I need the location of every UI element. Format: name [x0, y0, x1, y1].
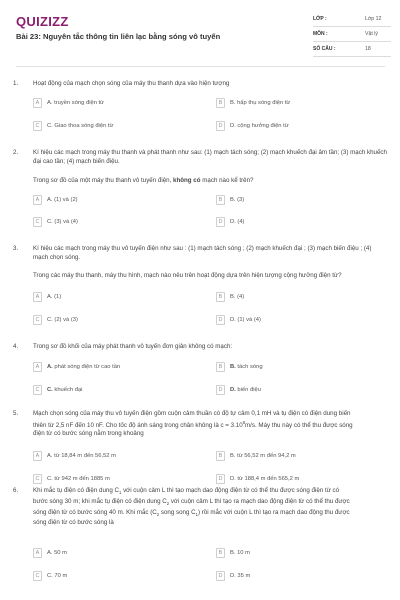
option-a[interactable]: [33, 451, 208, 463]
option-text: D. từ 188,4 m đến 565,2 m: [230, 475, 300, 482]
option-text: A. (1): [47, 293, 62, 300]
meta-key: LỚP :: [313, 16, 327, 22]
question-number: 1.: [13, 80, 19, 87]
option-c[interactable]: [33, 571, 208, 583]
option-text: B. (4): [230, 293, 245, 300]
option-letter-box: B: [216, 548, 225, 558]
option-text: B. 10 m: [230, 549, 250, 556]
option-text: D. (1) và (4): [230, 316, 261, 323]
meta-value: 18: [365, 46, 371, 52]
question-number: 3.: [13, 245, 19, 252]
option-d[interactable]: [216, 121, 391, 133]
meta-row-count: [313, 44, 391, 57]
option-a[interactable]: [33, 362, 208, 374]
option-letter-box: C: [33, 571, 42, 581]
option-text: B. (3): [230, 196, 245, 203]
option-letter-box: C: [33, 217, 42, 227]
option-letter-box: D: [216, 474, 225, 484]
option-letter-box: A: [33, 292, 42, 302]
question-number: 4.: [13, 343, 19, 350]
option-text: C. từ 942 m đến 1885 m: [47, 475, 110, 482]
option-text: C. Giao thoa sóng điện từ: [47, 122, 114, 129]
option-letter-box: D: [216, 315, 225, 325]
option-letter-box: D: [216, 385, 225, 395]
worksheet-header: [0, 0, 400, 66]
option-text: C. khuếch đại: [47, 386, 83, 393]
option-letter-box: C: [33, 121, 42, 131]
question-number: 5.: [13, 410, 19, 417]
option-text: D. 35 m: [230, 572, 251, 579]
option-d[interactable]: [216, 385, 391, 397]
option-letter-box: D: [216, 217, 225, 227]
option-letter-box: A: [33, 451, 42, 461]
meta-row-class: [313, 14, 391, 27]
option-c[interactable]: [33, 217, 208, 229]
option-letter-box: B: [216, 195, 225, 205]
option-text: A. truyền sóng điện từ: [47, 99, 105, 106]
question-text: Khi mắc tụ điện có điện dung $C_1$ với cuộn cảm L thì tạo mạch dao động điện từ có thể thu được sóng điện từ có bước sóng 30 m; khi mắc tụ điện có điện dung $C_2$ với cuộn cảm L thì tạo ra mạch dao động điện từ có thể thu được sóng điện từ có bước sóng 40 m. Khi mắc ($C_2$ song song $C_1$) rồi mắc với cuộn L thì tạo ra mạch dao động thu được sóng điện từ có bước sóng là: [33, 487, 350, 527]
question-text: Trong sơ đồ khối của máy phát thanh vô tuyến đơn giản không có mạch:: [33, 343, 233, 350]
option-letter-box: C: [33, 474, 42, 484]
worksheet-title: Bài 23: Nguyên tắc thông tin liên lạc bằng sóng vô tuyến: [16, 32, 221, 41]
option-letter-box: C: [33, 315, 42, 325]
option-c[interactable]: [33, 474, 208, 486]
question-number: 6.: [13, 487, 19, 494]
option-text: A. phát sóng điện từ cao tần: [47, 363, 121, 370]
option-b[interactable]: [216, 195, 391, 207]
option-letter-box: D: [216, 571, 225, 581]
option-c[interactable]: [33, 121, 208, 133]
question-text: Hoạt động của mạch chọn sóng của máy thu thanh dựa vào hiện tượng: [33, 80, 230, 87]
meta-row-subject: [313, 29, 391, 42]
option-letter-box: B: [216, 98, 225, 108]
option-b[interactable]: [216, 362, 391, 374]
option-letter-box: B: [216, 451, 225, 461]
option-b[interactable]: [216, 98, 391, 110]
option-text: A. từ 18,84 m đến 56,52 m: [47, 452, 116, 459]
option-a[interactable]: [33, 548, 208, 560]
meta-key: MÔN :: [313, 31, 328, 37]
option-text: A. (1) và (2): [47, 196, 78, 203]
option-text: B. hấp thụ sóng điện từ: [230, 99, 291, 106]
option-text: C. (2) và (3): [47, 316, 78, 323]
option-letter-box: B: [216, 362, 225, 372]
option-b[interactable]: [216, 548, 391, 560]
option-text: D. (4): [230, 218, 245, 225]
meta-value: Vật lý: [365, 31, 378, 37]
option-d[interactable]: [216, 217, 391, 229]
option-text: B. từ 56,52 m đến 94,2 m: [230, 452, 296, 459]
question-text: Kí hiệu các mạch trong máy thu vô tuyến điện như sau : (1) mạch tách sóng ; (2) mạch khuếch đại ; (3) mạch biến điệu ; (4) mạch chọn sóng.: [33, 245, 372, 261]
option-d[interactable]: [216, 571, 391, 583]
meta-key: SỐ CÂU :: [313, 46, 336, 52]
question-text: Kí hiệu các mạch trong máy thu thanh và phát thanh như sau: (1) mạch tách sóng; (2) mạch khuếch đại âm tần; (3) mạch khuếch đại cao tần; (4) mạch biến điệu.: [33, 149, 387, 165]
option-a[interactable]: [33, 195, 208, 207]
option-letter-box: D: [216, 121, 225, 131]
option-b[interactable]: [216, 292, 391, 304]
question-subtext: Trong sơ đồ của một máy thu thanh vô tuyến điện, không có mạch nào kể trên?: [33, 177, 254, 184]
option-c[interactable]: [33, 315, 208, 327]
option-d[interactable]: [216, 315, 391, 327]
option-letter-box: C: [33, 385, 42, 395]
meta-value: Lớp 12: [365, 16, 382, 22]
quizizz-logo: QUIZIZZ: [16, 14, 69, 29]
option-letter-box: A: [33, 98, 42, 108]
question-subtext: Trong các máy thu thanh, máy thu hình, mạch nào nêu trên hoạt động dựa trên hiện tượng cộng hưởng điện từ?: [33, 272, 342, 279]
option-a[interactable]: [33, 98, 208, 110]
option-text: B. tách sóng: [230, 363, 263, 370]
option-letter-box: A: [33, 362, 42, 372]
option-text: D. biến điệu: [230, 386, 261, 393]
option-letter-box: A: [33, 195, 42, 205]
option-d[interactable]: [216, 474, 391, 486]
option-text: C. 70 m: [47, 572, 68, 579]
option-text: D. cộng hưởng điện từ: [230, 122, 289, 129]
option-text: C. (3) và (4): [47, 218, 78, 225]
option-b[interactable]: [216, 451, 391, 463]
option-a[interactable]: [33, 292, 208, 304]
option-letter-box: B: [216, 292, 225, 302]
option-letter-box: A: [33, 548, 42, 558]
header-divider: [16, 66, 385, 67]
question-number: 2.: [13, 149, 19, 156]
option-text: A. 50 m: [47, 549, 67, 556]
question-text: Mạch chọn sóng của máy thu vô tuyến điện gồm cuộn cảm thuần có độ tự cảm 0,1 mH và tụ điện có điện dung biến thiên từ 2,5 nF đến 10 nF. Cho tốc độ ánh sáng trong chân không là $c = 3.10^8m/s$. Máy thu này có thể thu được sóng điện từ có bước sóng nằm trong khoảng: [33, 410, 353, 438]
option-c[interactable]: [33, 385, 208, 397]
